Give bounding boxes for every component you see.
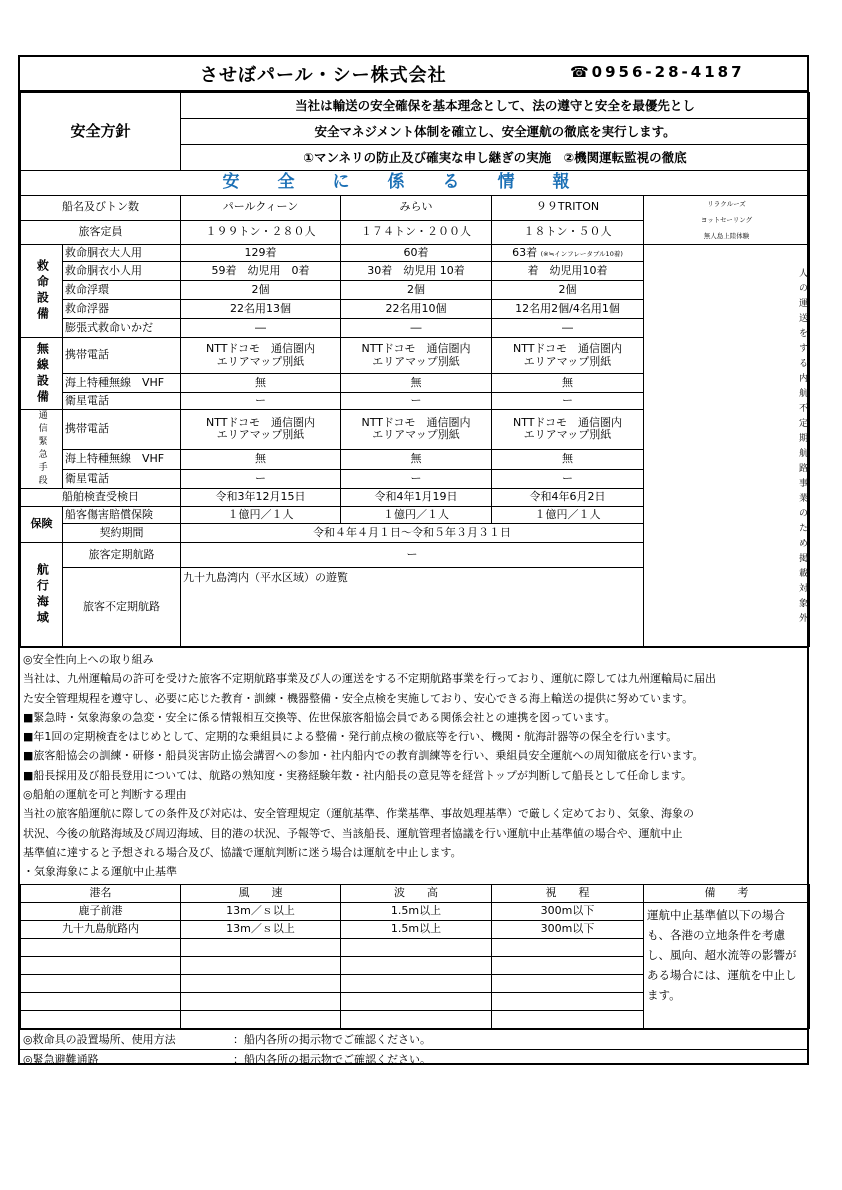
radio-sat: 衛星電話 bbox=[63, 393, 181, 410]
rescue-item-name: 救命浮環 bbox=[63, 281, 181, 300]
mobile-coverage bbox=[181, 338, 341, 374]
footer-label: ◎救命具の設置場所、使用方法 bbox=[23, 1033, 176, 1047]
empty-cell bbox=[21, 956, 181, 974]
note-line: ■年1回の定期検査をはじめとして、定期的な乗組員による整備・発行前点検の徹底等を行い、機関・航海計器等の保全を行います。 bbox=[23, 730, 678, 744]
header-bar bbox=[20, 57, 807, 92]
rescue-item-name: 膨張式救命いかだ bbox=[63, 319, 181, 338]
mobile-coverage-line: NTTドコモ 通信圏内 bbox=[205, 415, 316, 429]
footer-row bbox=[20, 1049, 807, 1069]
rescue-value: 22名用13個 bbox=[181, 300, 341, 319]
insurance-amount: １億円／１人 bbox=[341, 507, 492, 524]
empty-cell bbox=[492, 974, 644, 992]
port-name: 鹿子前港 bbox=[21, 902, 181, 920]
mobile-coverage-map: エリアマップ別紙 bbox=[372, 354, 460, 368]
rescue-value: 2個 bbox=[492, 281, 644, 300]
wave-limit: 1.5m以上 bbox=[341, 902, 492, 920]
empty-cell bbox=[181, 956, 341, 974]
inflatable-note: (※≒インフレータブル10着) bbox=[540, 249, 623, 258]
insurance-amount: １億円／１人 bbox=[181, 507, 341, 524]
emergency-sat: 衛星電話 bbox=[63, 470, 181, 489]
note-line: ■船長採用及び船長登用については、航路の熟知度・実務経験年数・社内船長の意見等を経営トップが判断して船長として任命します。 bbox=[23, 768, 692, 782]
mobile-coverage-map: エリアマップ別紙 bbox=[372, 428, 460, 442]
footer-text: ：船内各所の掲示物でご確認ください。 bbox=[233, 1033, 431, 1047]
empty-cell bbox=[341, 938, 492, 956]
insurance-amount: １億円／１人 bbox=[492, 507, 644, 524]
contract-period: 令和４年４月１日～令和５年３月３１日 bbox=[181, 524, 644, 543]
ship-capacity: １８トン・５０人 bbox=[492, 220, 644, 245]
mobile-coverage-map: エリアマップ別紙 bbox=[523, 428, 612, 442]
empty-cell bbox=[492, 938, 644, 956]
sat-value: ー bbox=[492, 470, 644, 489]
rescue-value: 30着 幼児用 10着 bbox=[341, 262, 492, 281]
rescue-value: 12名用2個/4名用1個 bbox=[492, 300, 644, 319]
rescue-label: 救命設備 bbox=[21, 245, 63, 338]
empty-cell bbox=[181, 992, 341, 1010]
sat-value: ー bbox=[341, 393, 492, 410]
mobile-coverage-line: NTTドコモ 通信圏内 bbox=[205, 341, 316, 355]
insurance-label: 保険 bbox=[21, 507, 63, 543]
notes-section bbox=[20, 647, 807, 884]
weather-header: 視 程 bbox=[492, 884, 644, 902]
sat-value: ー bbox=[492, 393, 644, 410]
note-line: ■旅客船協会の訓練・研修・船員災害防止協会講習への参加・社内船内での教育訓練等を行い、乗組員安全運航への周知徹底を行います。 bbox=[23, 749, 704, 763]
footer-text: ：船内各所の掲示物でご確認ください。 bbox=[233, 1053, 431, 1067]
empty-cell bbox=[341, 956, 492, 974]
rescue-value: 63着 bbox=[512, 245, 538, 259]
radio-mobile: 携帯電話 bbox=[63, 338, 181, 374]
empty-cell bbox=[492, 1010, 644, 1028]
weather-criteria-table bbox=[20, 884, 810, 1029]
empty-cell bbox=[21, 1010, 181, 1028]
mobile-coverage-line: NTTドコモ 通信圏内 bbox=[361, 415, 471, 429]
policy-line-2: 安全マネジメント体制を確立し、安全運航の徹底を実行します。 bbox=[181, 119, 810, 145]
regular-route-label: 旅客定期航路 bbox=[63, 543, 181, 568]
empty-cell bbox=[181, 974, 341, 992]
irregular-route-value: 九十九島湾内（平水区域）の遊覧 bbox=[181, 568, 644, 647]
footer-label: ◎緊急避難通路 bbox=[23, 1053, 99, 1067]
vhf-value: 無 bbox=[492, 374, 644, 393]
extra-services bbox=[644, 196, 810, 245]
note-line: ・気象海象による運航中止基準 bbox=[23, 865, 177, 879]
insurance-type: 船客傷害賠償保険 bbox=[63, 507, 181, 524]
mobile-coverage-map: エリアマップ別紙 bbox=[216, 354, 305, 368]
mobile-coverage bbox=[181, 410, 341, 450]
rescue-value: ― bbox=[181, 319, 341, 338]
safety-title: 安全に係る情報 bbox=[21, 171, 810, 196]
regular-route-value: ー bbox=[181, 543, 644, 568]
visibility-limit: 300m以下 bbox=[492, 920, 644, 938]
rescue-item-name: 救命胴衣大人用 bbox=[63, 245, 181, 262]
extra-service: リラクルーズ bbox=[707, 200, 746, 208]
sat-value: ー bbox=[341, 470, 492, 489]
extra-service: 無人島上陸体験 bbox=[703, 232, 750, 240]
empty-cell bbox=[21, 938, 181, 956]
visibility-limit: 300m以下 bbox=[492, 902, 644, 920]
contract-period-label: 契約期間 bbox=[63, 524, 181, 543]
wind-limit: 13m／ｓ以上 bbox=[181, 902, 341, 920]
note-line: ◎安全性向上への取り組み bbox=[23, 653, 154, 666]
mobile-coverage bbox=[341, 410, 492, 450]
rescue-item-name: 救命浮器 bbox=[63, 300, 181, 319]
empty-cell bbox=[341, 992, 492, 1010]
note-line: 当社の旅客船運航に際しての条件及び対応は、安全管理規定（運航基準、作業基準、事故処理基準）で厳しく定めており、気象、海象の bbox=[23, 807, 694, 821]
inspection-label: 船舶検査受検日 bbox=[21, 489, 181, 507]
rescue-value: 22名用10個 bbox=[341, 300, 492, 319]
company-name: させぼパール・シー株式会社 bbox=[200, 65, 447, 86]
rescue-value: 60着 bbox=[341, 245, 492, 262]
ship-capacity: １９９トン・２８０人 bbox=[181, 220, 341, 245]
mobile-coverage bbox=[492, 410, 644, 450]
irregular-route-label: 旅客不定期航路 bbox=[63, 568, 181, 647]
rescue-item-name: 救命胴衣小人用 bbox=[63, 262, 181, 281]
ship-name: みらい bbox=[341, 196, 492, 221]
empty-cell bbox=[492, 956, 644, 974]
rescue-value: 2個 bbox=[341, 281, 492, 300]
weather-header: 備 考 bbox=[644, 884, 810, 902]
weather-header: 風 速 bbox=[181, 884, 341, 902]
mobile-coverage-map: エリアマップ別紙 bbox=[523, 354, 612, 368]
empty-cell bbox=[21, 974, 181, 992]
extra-service: ヨットセーリング bbox=[700, 216, 753, 224]
empty-cell bbox=[21, 992, 181, 1010]
ship-name: ９９TRITON bbox=[492, 196, 644, 221]
note-line: 状況、今後の航路海域及び周辺海域、目的港の状況、予報等で、当該船長、運航管理者協議を行い運航中止基準値の場合や、運航中止 bbox=[23, 826, 683, 840]
rescue-value: ― bbox=[341, 319, 492, 338]
rescue-value: 59着 幼児用 0着 bbox=[181, 262, 341, 281]
policy-line-1: 当社は輸送の安全確保を基本理念として、法の遵守と安全を最優先とし bbox=[181, 93, 810, 119]
footer-row bbox=[20, 1029, 807, 1049]
weather-remark: 運航中止基準値以下の場合も、各港の立地条件を考慮し、風向、超水流等の影響がある場合には、運航を中止します。 bbox=[644, 902, 810, 1028]
phone-number: ☎0956-28-4187 bbox=[570, 63, 745, 81]
inspection-date: 令和3年12月15日 bbox=[181, 489, 341, 507]
empty-cell bbox=[181, 1010, 341, 1028]
vhf-value: 無 bbox=[492, 449, 644, 470]
ship-capacity: １７４トン・２００人 bbox=[341, 220, 492, 245]
wind-limit: 13m／ｓ以上 bbox=[181, 920, 341, 938]
rescue-value: ― bbox=[492, 319, 644, 338]
weather-header: 港名 bbox=[21, 884, 181, 902]
empty-cell bbox=[181, 938, 341, 956]
mobile-coverage-line: NTTドコモ 通信圏内 bbox=[512, 415, 623, 429]
mobile-coverage bbox=[341, 338, 492, 374]
mobile-coverage-line: NTTドコモ 通信圏内 bbox=[361, 341, 471, 355]
radio-vhf: 海上特種無線 VHF bbox=[63, 374, 181, 393]
emergency-mobile: 携帯電話 bbox=[63, 410, 181, 450]
main-table bbox=[20, 92, 810, 647]
note-line: た安全管理規程を遵守し、必要に応じた教育・訓練・機器整備・安全点検を実施しており、安心できる海上輸送の提供に努めています。 bbox=[23, 691, 694, 705]
wave-limit: 1.5m以上 bbox=[341, 920, 492, 938]
extra-vertical-note: 人の運送をする内航不定期航路事業のため掲載対象外 bbox=[644, 245, 810, 647]
inspection-date: 令和4年6月2日 bbox=[492, 489, 644, 507]
port-name: 九十九島航路内 bbox=[21, 920, 181, 938]
radio-label: 無線設備 bbox=[21, 338, 63, 410]
rescue-value-with-note bbox=[492, 245, 644, 262]
sat-value: ー bbox=[181, 393, 341, 410]
mobile-coverage-line: NTTドコモ 通信圏内 bbox=[512, 341, 623, 355]
empty-cell bbox=[492, 992, 644, 1010]
emergency-vhf: 海上特種無線 VHF bbox=[63, 449, 181, 470]
ship-name-header: 船名及びトン数 bbox=[21, 196, 181, 221]
vhf-value: 無 bbox=[341, 374, 492, 393]
policy-line-3: ①マンネリの防止及び確実な申し継ぎの実施 ②機関運転監視の徹底 bbox=[181, 145, 810, 171]
rescue-value: 着 幼児用10着 bbox=[492, 262, 644, 281]
capacity-header: 旅客定員 bbox=[21, 220, 181, 245]
vhf-value: 無 bbox=[341, 449, 492, 470]
vhf-value: 無 bbox=[181, 449, 341, 470]
mobile-coverage bbox=[492, 338, 644, 374]
empty-cell bbox=[341, 974, 492, 992]
area-label: 航行海域 bbox=[21, 543, 63, 647]
rescue-value: 129着 bbox=[181, 245, 341, 262]
ship-name: パールクィーン bbox=[181, 196, 341, 221]
note-line: 基準値に達すると予想される場合及び、協議で運航判断に迷う場合は運航を中止します。 bbox=[23, 845, 462, 859]
inspection-date: 令和4年1月19日 bbox=[341, 489, 492, 507]
empty-cell bbox=[341, 1010, 492, 1028]
policy-label: 安全方針 bbox=[21, 93, 181, 171]
sat-value: ー bbox=[181, 470, 341, 489]
mobile-coverage-map: エリアマップ別紙 bbox=[216, 428, 305, 442]
note-line: ◎船舶の運航を可と判断する理由 bbox=[23, 788, 187, 802]
weather-header: 波 高 bbox=[341, 884, 492, 902]
note-line: ■緊急時・気象海象の急変・安全に係る情報相互交換等、佐世保旅客船協会員である関係会社との連携を図っています。 bbox=[23, 710, 616, 724]
vhf-value: 無 bbox=[181, 374, 341, 393]
note-line: 当社は、九州運輸局の許可を受けた旅客不定期航路事業及び人の運送をする不定期航路事業を行っており、運航に際しては九州運輸局に届出 bbox=[23, 672, 716, 686]
emergency-label: 通信緊急手段 bbox=[21, 410, 63, 489]
rescue-value: 2個 bbox=[181, 281, 341, 300]
safety-info-sheet bbox=[18, 55, 809, 1065]
